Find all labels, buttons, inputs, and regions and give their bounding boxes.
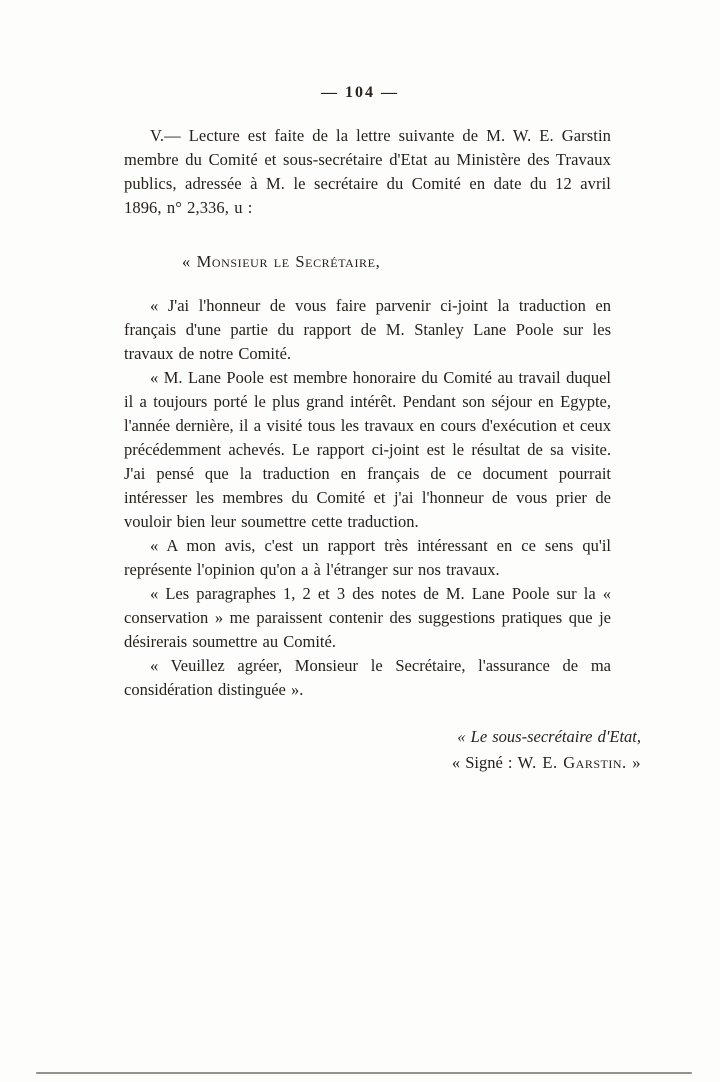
page-number: — 104 —	[321, 84, 399, 101]
signature-line	[124, 750, 641, 776]
text-block	[124, 124, 641, 776]
signature-block	[124, 724, 641, 776]
letter-paragraph-2: « M. Lane Poole est membre honoraire du Comité au travail duquel il a toujours porté le plus grand intérêt. Pendant son séjour en Egypte, l'année dernière, il a visité tous les travaux en cours d'exécution et ceux précédemment achevés. Le rapport ci-joint est le résultat de sa visite. J'ai pensé que la traduction en français de ce document pourrait intéresser les membres du Comité et j'ai l'honneur de vous prier de vouloir bien leur soumettre cette traduction.	[124, 368, 611, 531]
letter-paragraph-3: « A mon avis, c'est un rapport très intéressant en ce sens qu'il représente l'opinion qu'on a à l'étranger sur nos travaux.	[124, 536, 611, 579]
intro-paragraph: V.— Lecture est faite de la lettre suivante de M. W. E. Garstin membre du Comité et sous-secrétaire d'Etat au Ministère des Travaux publics, adressée à M. le secrétaire du Comité en date du 12 avril 1896, n° 2,336, u :	[124, 126, 611, 217]
signature-prefix: « Signé :	[451, 753, 518, 772]
letter-paragraph-1: « J'ai l'honneur de vous faire parvenir ci-joint la traduction en français d'une partie du rapport de M. Stanley Lane Poole sur les travaux de notre Comité.	[124, 296, 611, 363]
scan-edge-artifact	[36, 1072, 692, 1074]
salutation: « Monsieur le Secrétaire,	[182, 252, 381, 271]
signature-name: W. E. Garstin. »	[517, 753, 641, 772]
signature-role: « Le sous-secrétaire d'Etat,	[457, 727, 641, 746]
letter-paragraph-4: « Les paragraphes 1, 2 et 3 des notes de M. Lane Poole sur la « conservation » me paraissent contenir des suggestions pratiques que je désirerais soumettre au Comité.	[124, 584, 611, 651]
letter-paragraph-5: « Veuillez agréer, Monsieur le Secrétaire, l'assurance de ma considération distinguée ».	[124, 656, 611, 699]
